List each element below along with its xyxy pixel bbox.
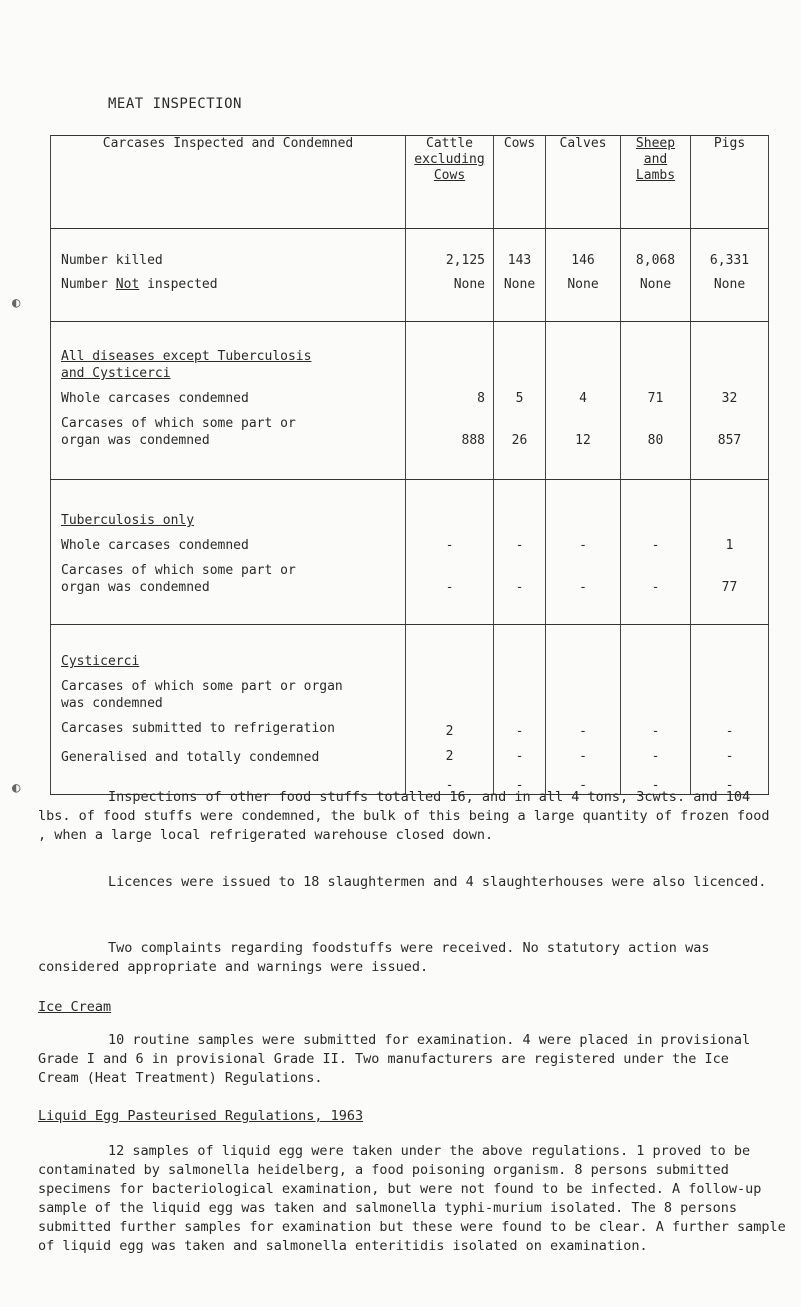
table-cell: -	[515, 778, 524, 793]
table-cell: -	[515, 538, 524, 553]
table-cell: -	[651, 580, 660, 595]
section-heading: Tuberculosis only	[61, 513, 195, 528]
punch-hole-icon: ◐	[12, 295, 21, 311]
table-cell: -	[579, 778, 587, 793]
table-cell: 2	[445, 724, 454, 739]
table-cell: 2,125	[445, 253, 485, 268]
table-cell: 1	[725, 538, 734, 553]
table-cell: -	[579, 749, 587, 764]
row-label: Whole carcases condemned	[61, 538, 249, 553]
row-label: Carcases of which some part or	[61, 416, 296, 431]
table-section-tuberculosis	[51, 480, 769, 625]
table-cell: None	[453, 277, 485, 292]
table-cell: -	[725, 749, 734, 764]
table-cell: -	[651, 749, 660, 764]
section-heading: All diseases except Tuberculosis	[61, 349, 312, 364]
table-cell: 6,331	[709, 253, 750, 268]
row-label: Number Not inspected	[61, 277, 218, 292]
table-cell: 2	[445, 749, 454, 764]
header-sheep	[621, 136, 691, 229]
header-cattle-line: excluding	[414, 152, 485, 167]
header-cows: Cows	[494, 136, 546, 229]
table-section-cysticerci	[51, 625, 769, 795]
section-heading: Cysticerci	[61, 654, 140, 669]
table-cell: None	[639, 277, 672, 292]
table-cell: -	[515, 580, 524, 595]
table-header-row	[51, 136, 769, 229]
table-cell: -	[445, 580, 454, 595]
table-cell: 8	[477, 391, 485, 406]
row-label: Carcases of which some part or	[61, 563, 296, 578]
section-heading: and Cysticerci	[61, 366, 171, 381]
meat-inspection-table	[50, 135, 769, 795]
row-label: Generalised and totally condemned	[61, 750, 320, 765]
table-cell: 26	[511, 433, 528, 448]
table-cell: 143	[507, 253, 532, 268]
table-cell: None	[567, 277, 599, 292]
table-cell: 32	[721, 391, 738, 406]
header-sheep-line: Sheep	[635, 136, 676, 151]
table-cell: 146	[571, 253, 595, 268]
table-cell: -	[515, 724, 524, 739]
table-cell: -	[445, 778, 454, 793]
punch-hole-icon: ◐	[12, 780, 21, 796]
paragraph-licences: Licences were issued to 18 slaughtermen and 4 slaughterhouses were also licenced.	[108, 874, 767, 890]
header-cattle	[406, 136, 494, 229]
header-cattle-line: Cattle	[426, 136, 473, 151]
table-cell: 80	[647, 433, 664, 448]
header-cattle-line: Cows	[433, 168, 466, 183]
row-label: Number killed	[61, 253, 163, 268]
table-cell: -	[579, 538, 587, 553]
header-sheep-line: Lambs	[635, 168, 676, 183]
table-cell: 5	[515, 391, 524, 406]
table-cell: -	[579, 724, 587, 739]
paragraph-ice-cream: 10 routine samples were submitted for examination. 4 were placed in provisional Grade I and 6 in provisional Grade II. Two manufacturers are registered under the Ice Cream (Heat Treatment) Regulations.	[38, 1032, 751, 1086]
header-pigs: Pigs	[691, 136, 769, 229]
table-cell: -	[651, 538, 660, 553]
table-section-all-diseases	[51, 322, 769, 480]
row-label: Carcases submitted to refrigeration	[61, 721, 335, 736]
table-cell: -	[445, 538, 454, 553]
table-cell: 71	[647, 391, 664, 406]
row-label: organ was condemned	[61, 580, 210, 595]
table-cell: -	[515, 749, 524, 764]
paragraph-other-foodstuffs: Inspections of other food stuffs totalled 16, and in all 4 tons, 3cwts. and 104 lbs. of food stuffs were condemned, the bulk of this being a large quantity of frozen food , when a large local refrigerated warehouse closed down.	[38, 789, 770, 843]
row-label: Carcases of which some part or organ	[61, 679, 343, 694]
table-cell: 12	[575, 433, 591, 448]
row-label: was condemned	[61, 696, 163, 711]
table-cell: 888	[461, 433, 485, 448]
heading-ice-cream: Ice Cream	[38, 999, 112, 1015]
paragraph-liquid-egg: 12 samples of liquid egg were taken under the above regulations. 1 proved to be contaminated by salmonella heidelberg, a food poisoning organism. 8 persons submitted specimens for bacteriological examination, but were not found to be infected. A follow-up sample of the liquid egg was taken and salmonella typhi-murium isolated. The 8 persons submitted further samples for examination but these were found to be clear. A further sample of liquid egg was taken and salmonella enteritidis isolated on examination.	[38, 1143, 786, 1254]
table-cell: 77	[721, 580, 738, 595]
table-cell: 857	[717, 433, 742, 448]
header-carcases: Carcases Inspected and Condemned	[51, 136, 406, 229]
table-cell: -	[725, 778, 734, 793]
row-label: Whole carcases condemned	[61, 391, 249, 406]
table-cell: 4	[579, 391, 587, 406]
table-cell: None	[503, 277, 536, 292]
table-section-killed	[51, 229, 769, 322]
table-cell: None	[713, 277, 746, 292]
header-sheep-line: and	[643, 152, 668, 167]
heading-liquid-egg: Liquid Egg Pasteurised Regulations, 1963	[38, 1108, 364, 1124]
table-cell: -	[651, 778, 660, 793]
table-cell: -	[725, 724, 734, 739]
row-label: organ was condemned	[61, 433, 210, 448]
table-cell: -	[651, 724, 660, 739]
page-title: MEAT INSPECTION	[108, 96, 242, 112]
table-cell: 8,068	[635, 253, 676, 268]
header-calves: Calves	[546, 136, 621, 229]
paragraph-complaints: Two complaints regarding foodstuffs were received. No statutory action was considered appropriate and warnings were issued.	[38, 940, 710, 975]
table-cell: -	[579, 580, 587, 595]
